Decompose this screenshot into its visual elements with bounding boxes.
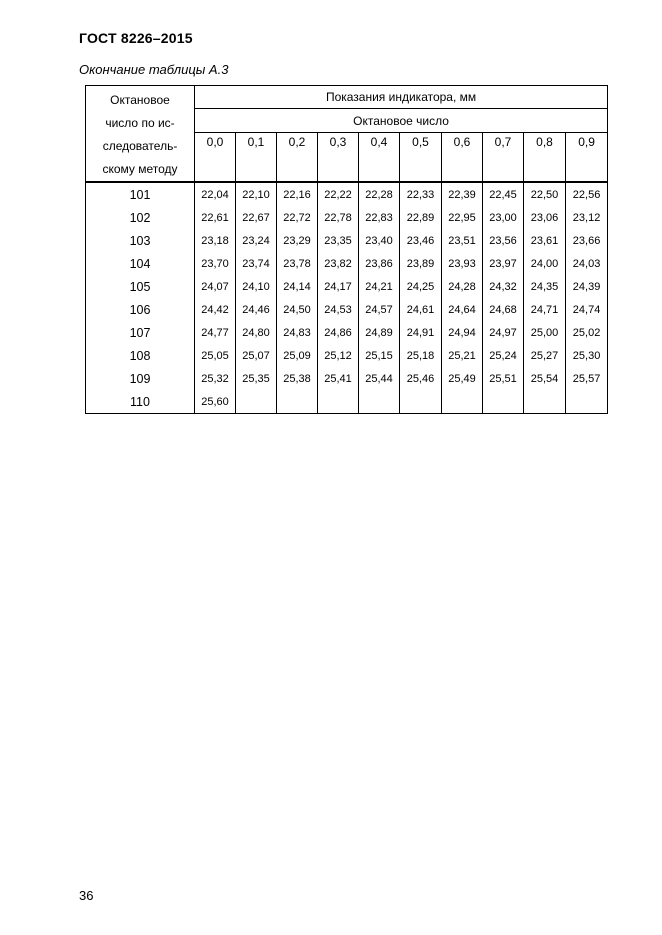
table-cell: 24,71 xyxy=(524,298,566,321)
table-cell: 24,53 xyxy=(318,298,359,321)
left-header-line: число по ис- xyxy=(105,116,175,130)
table-row xyxy=(86,390,608,414)
table-row xyxy=(86,321,608,344)
table-cell: 24,39 xyxy=(566,275,608,298)
table-cell: 24,28 xyxy=(442,275,483,298)
table-cell: 23,93 xyxy=(442,252,483,275)
table-cell: 23,51 xyxy=(442,229,483,252)
table-cell: 24,80 xyxy=(236,321,277,344)
table-cell: 24,94 xyxy=(442,321,483,344)
table-caption: Окончание таблицы А.3 xyxy=(79,62,229,77)
column-header: 0,1 xyxy=(236,132,277,182)
column-header: 0,5 xyxy=(400,132,442,182)
table-cell xyxy=(524,390,566,414)
octane-table xyxy=(85,85,608,414)
table-cell: 22,72 xyxy=(277,206,318,229)
table-cell: 25,35 xyxy=(236,367,277,390)
table-cell xyxy=(236,390,277,414)
table-row xyxy=(86,367,608,390)
table-cell: 22,28 xyxy=(359,182,400,206)
table-cell: 24,21 xyxy=(359,275,400,298)
table-cell: 22,89 xyxy=(400,206,442,229)
table-cell: 24,83 xyxy=(277,321,318,344)
left-header-line: следователь- xyxy=(102,139,178,153)
row-label: 103 xyxy=(86,229,195,252)
table-row xyxy=(86,229,608,252)
table-cell: 25,44 xyxy=(359,367,400,390)
column-header: 0,2 xyxy=(277,132,318,182)
table-cell xyxy=(359,390,400,414)
table-row xyxy=(86,206,608,229)
table-cell xyxy=(277,390,318,414)
column-header: 0,6 xyxy=(442,132,483,182)
table-cell: 25,32 xyxy=(195,367,236,390)
table-cell: 22,50 xyxy=(524,182,566,206)
table-cell: 25,15 xyxy=(359,344,400,367)
table-row xyxy=(86,298,608,321)
table-cell: 25,24 xyxy=(483,344,524,367)
left-header-line: Октановое xyxy=(110,93,170,107)
table-cell: 24,61 xyxy=(400,298,442,321)
table-cell: 25,30 xyxy=(566,344,608,367)
table-cell: 25,05 xyxy=(195,344,236,367)
table-cell: 25,41 xyxy=(318,367,359,390)
table-cell: 24,25 xyxy=(400,275,442,298)
table-cell: 24,68 xyxy=(483,298,524,321)
table-cell: 24,50 xyxy=(277,298,318,321)
table-cell xyxy=(442,390,483,414)
table-cell: 24,74 xyxy=(566,298,608,321)
row-label: 101 xyxy=(86,182,195,206)
table-cell: 23,89 xyxy=(400,252,442,275)
table-cell: 25,09 xyxy=(277,344,318,367)
row-label: 109 xyxy=(86,367,195,390)
table-cell: 24,42 xyxy=(195,298,236,321)
table-cell xyxy=(566,390,608,414)
table-cell: 23,12 xyxy=(566,206,608,229)
column-header: 0,7 xyxy=(483,132,524,182)
table-cell: 22,95 xyxy=(442,206,483,229)
table-cell: 24,97 xyxy=(483,321,524,344)
table-cell: 23,61 xyxy=(524,229,566,252)
table-cell: 22,16 xyxy=(277,182,318,206)
row-label: 106 xyxy=(86,298,195,321)
column-header: 0,4 xyxy=(359,132,400,182)
table-cell: 22,67 xyxy=(236,206,277,229)
table-cell xyxy=(483,390,524,414)
table-row xyxy=(86,275,608,298)
table-cell: 23,40 xyxy=(359,229,400,252)
table-cell: 25,00 xyxy=(524,321,566,344)
table-cell: 23,97 xyxy=(483,252,524,275)
table-cell: 22,78 xyxy=(318,206,359,229)
table-cell: 24,17 xyxy=(318,275,359,298)
table-cell: 22,45 xyxy=(483,182,524,206)
table-cell: 25,57 xyxy=(566,367,608,390)
column-header: 0,0 xyxy=(195,132,236,182)
table-cell: 25,02 xyxy=(566,321,608,344)
page-number: 36 xyxy=(79,888,94,903)
table-cell: 25,27 xyxy=(524,344,566,367)
table-cell: 23,29 xyxy=(277,229,318,252)
table-cell xyxy=(318,390,359,414)
document-header: ГОСТ 8226–2015 xyxy=(79,30,193,46)
row-label: 108 xyxy=(86,344,195,367)
table-cell: 23,56 xyxy=(483,229,524,252)
table-cell: 23,06 xyxy=(524,206,566,229)
table-cell: 23,18 xyxy=(195,229,236,252)
table-cell: 22,33 xyxy=(400,182,442,206)
table-cell: 23,86 xyxy=(359,252,400,275)
table-cell: 24,14 xyxy=(277,275,318,298)
table-cell: 24,00 xyxy=(524,252,566,275)
row-label: 104 xyxy=(86,252,195,275)
table-cell: 24,07 xyxy=(195,275,236,298)
left-column-header xyxy=(86,86,195,183)
table-cell: 22,10 xyxy=(236,182,277,206)
column-header: 0,3 xyxy=(318,132,359,182)
table-cell: 24,91 xyxy=(400,321,442,344)
octane-number-subheader: Октановое число xyxy=(195,109,608,132)
left-header-line: скому методу xyxy=(102,162,178,176)
indicator-readings-header: Показания индикатора, мм xyxy=(195,86,608,109)
column-header: 0,9 xyxy=(566,132,608,182)
table-cell: 24,10 xyxy=(236,275,277,298)
table-cell: 23,82 xyxy=(318,252,359,275)
table-cell: 25,18 xyxy=(400,344,442,367)
table-cell: 25,46 xyxy=(400,367,442,390)
table-cell: 25,21 xyxy=(442,344,483,367)
table-cell: 22,22 xyxy=(318,182,359,206)
table-cell: 23,24 xyxy=(236,229,277,252)
column-header: 0,8 xyxy=(524,132,566,182)
table-cell: 22,56 xyxy=(566,182,608,206)
table-cell: 24,57 xyxy=(359,298,400,321)
table-cell xyxy=(400,390,442,414)
table-cell: 25,07 xyxy=(236,344,277,367)
row-label: 110 xyxy=(86,390,195,414)
table-cell: 25,12 xyxy=(318,344,359,367)
table-cell: 24,86 xyxy=(318,321,359,344)
table-cell: 23,74 xyxy=(236,252,277,275)
table-cell: 23,78 xyxy=(277,252,318,275)
table-cell: 22,39 xyxy=(442,182,483,206)
table-cell: 24,46 xyxy=(236,298,277,321)
table-row xyxy=(86,344,608,367)
table-cell: 25,60 xyxy=(195,390,236,414)
table-cell: 25,38 xyxy=(277,367,318,390)
table-cell: 24,32 xyxy=(483,275,524,298)
table-cell: 24,03 xyxy=(566,252,608,275)
table-cell: 23,46 xyxy=(400,229,442,252)
table-cell: 23,00 xyxy=(483,206,524,229)
table-cell: 24,77 xyxy=(195,321,236,344)
row-label: 105 xyxy=(86,275,195,298)
row-label: 102 xyxy=(86,206,195,229)
table-cell: 25,54 xyxy=(524,367,566,390)
table-row xyxy=(86,252,608,275)
table-cell: 22,83 xyxy=(359,206,400,229)
table-cell: 24,64 xyxy=(442,298,483,321)
table-row xyxy=(86,182,608,206)
table-cell: 24,89 xyxy=(359,321,400,344)
table-cell: 22,04 xyxy=(195,182,236,206)
table-cell: 25,51 xyxy=(483,367,524,390)
table-cell: 24,35 xyxy=(524,275,566,298)
table-cell: 25,49 xyxy=(442,367,483,390)
table-cell: 23,70 xyxy=(195,252,236,275)
table-cell: 22,61 xyxy=(195,206,236,229)
table-cell: 23,66 xyxy=(566,229,608,252)
table-cell: 23,35 xyxy=(318,229,359,252)
row-label: 107 xyxy=(86,321,195,344)
